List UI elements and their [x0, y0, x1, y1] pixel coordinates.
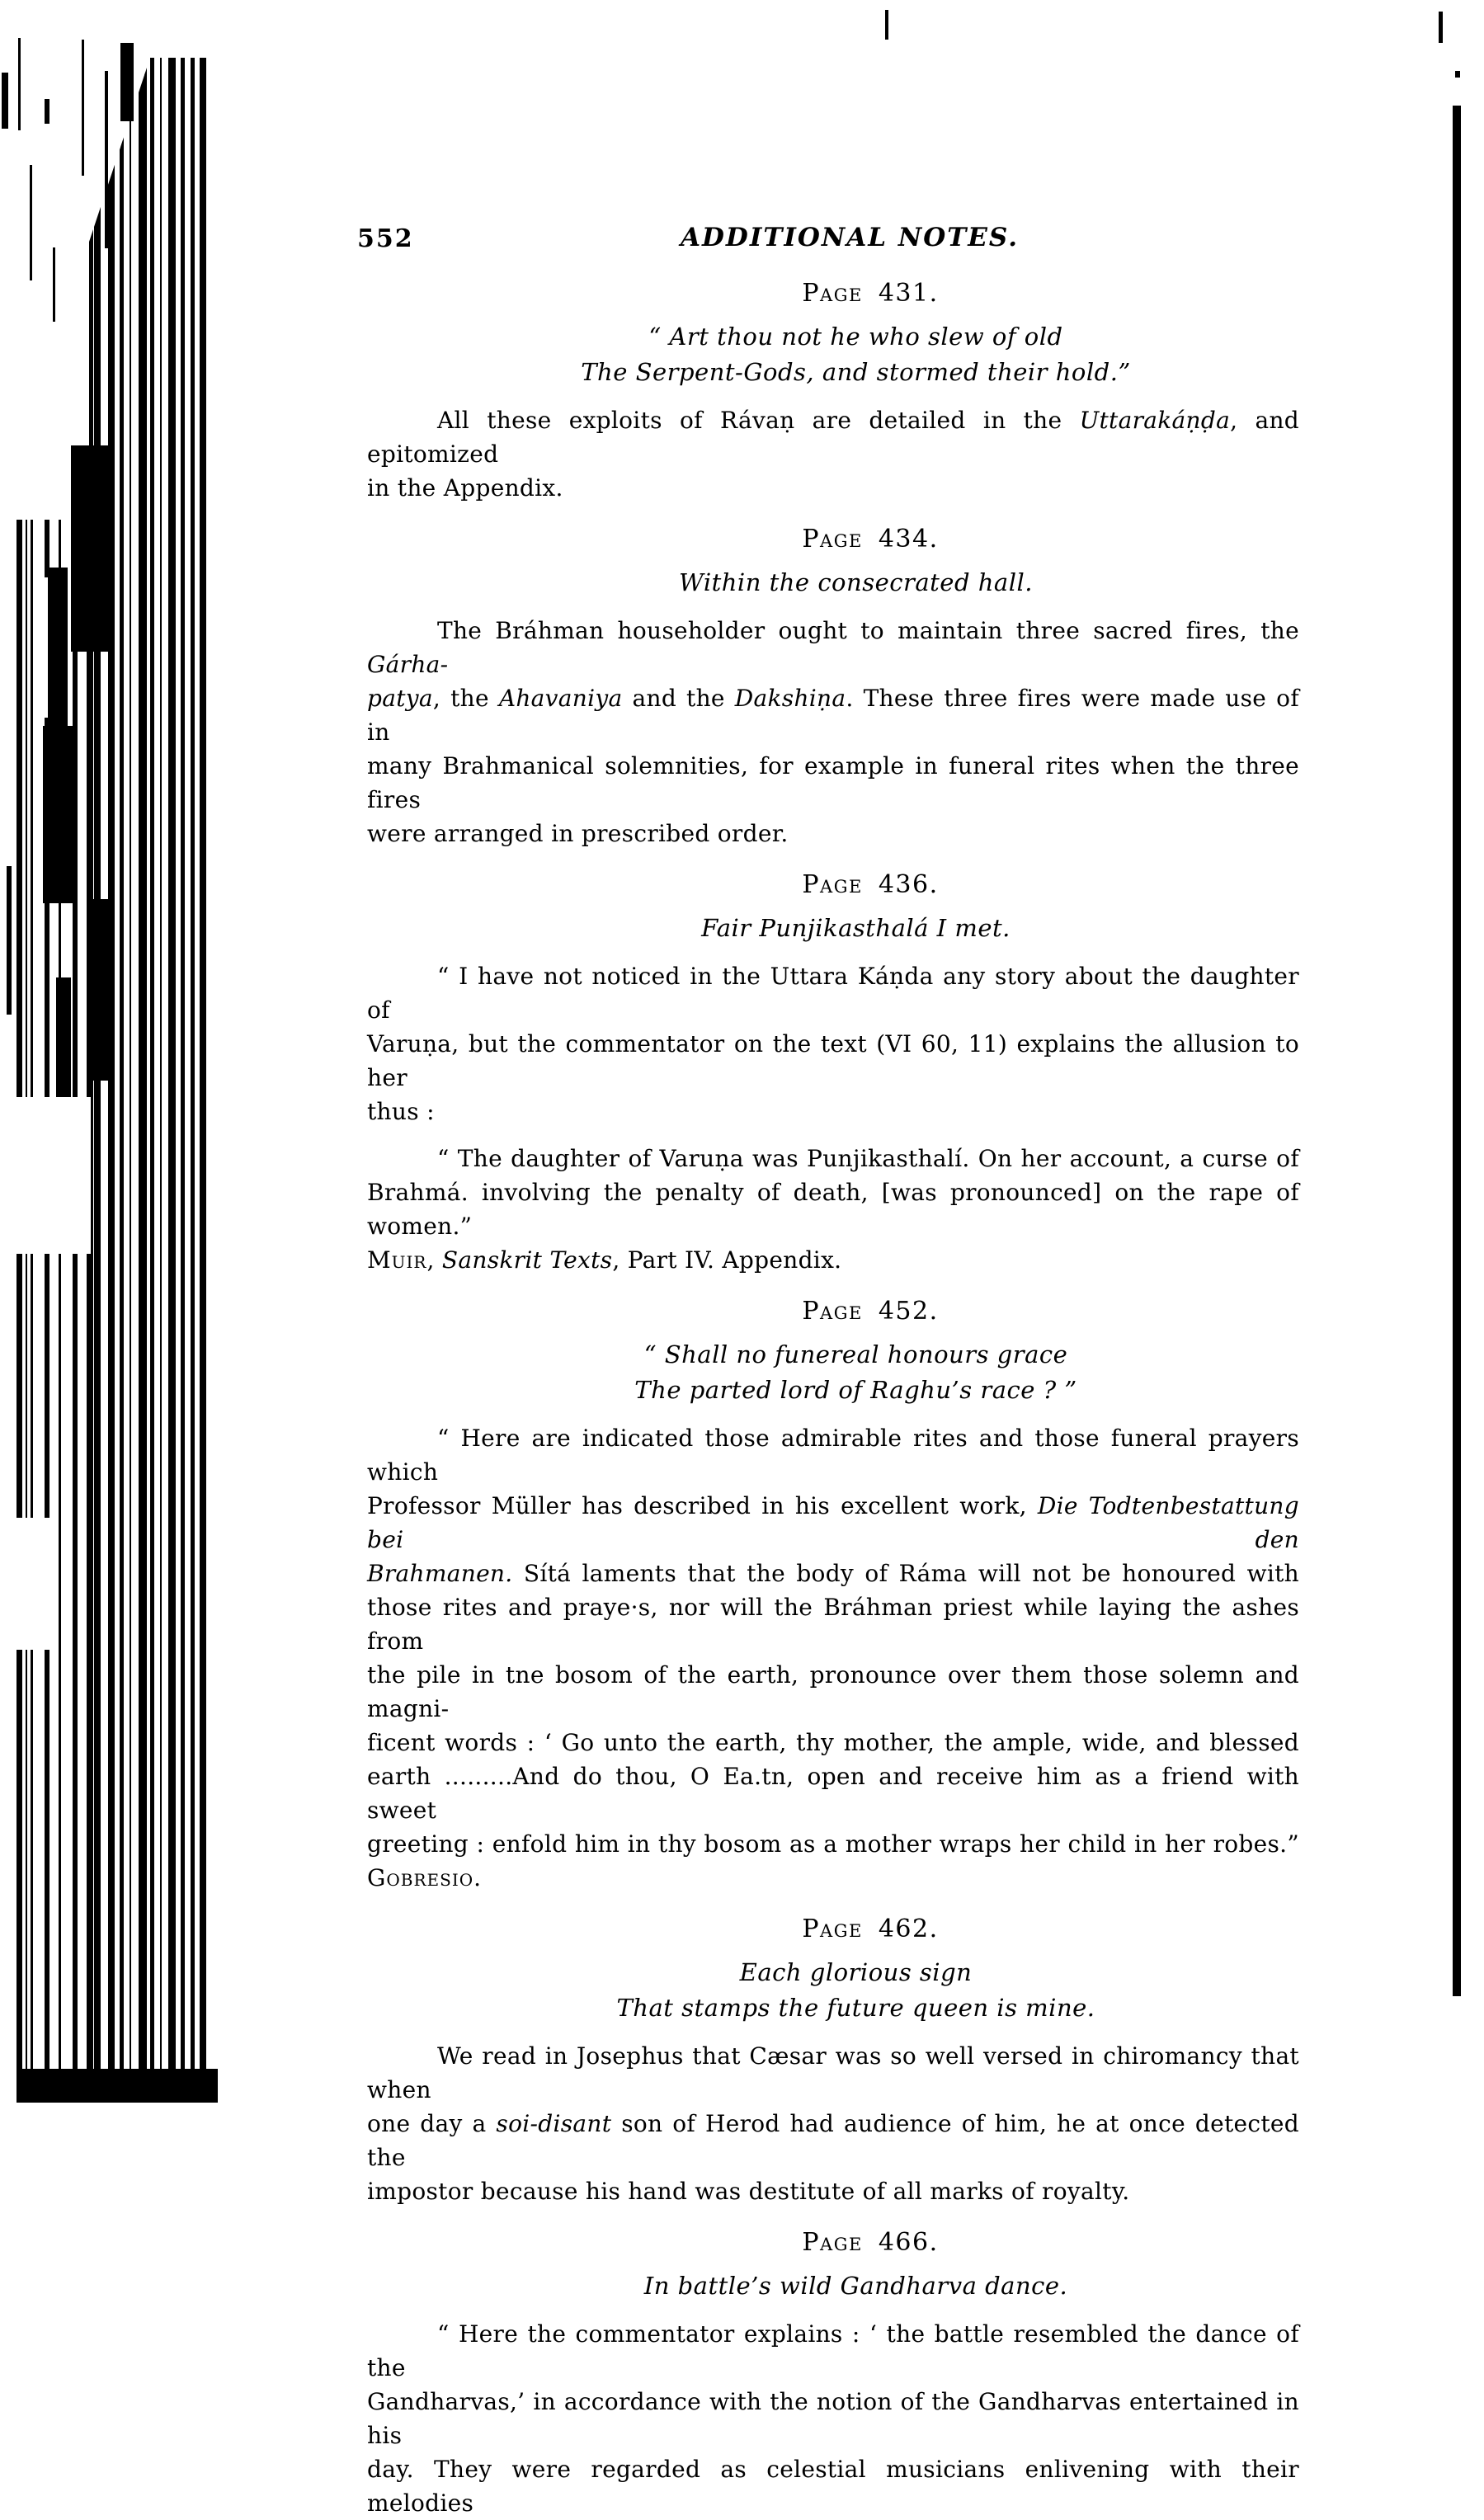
- scan-stroke: [7, 866, 12, 1015]
- verse-line: The parted lord of Raghu’s race ? ”: [634, 1376, 1077, 1404]
- verse-quote: [367, 565, 1299, 601]
- text-line: Muir, Sanskrit Texts, Part IV. Appendix.: [367, 1246, 842, 1274]
- note-page-heading: Page 431.: [802, 279, 939, 308]
- scan-gap: [0, 1518, 58, 1650]
- text-line: many Brahmanical solemnities, for example in funeral rites when the three fires: [367, 752, 1299, 813]
- paragraph: [367, 959, 1299, 1128]
- text-line: patya, the Ahavaniya and the Dakshiṇa. These three fires were made use of in: [367, 685, 1299, 746]
- text-line: Brahmá. involving the penalty of death, [was pronounced] on the rape of women.”: [367, 1179, 1299, 1240]
- paragraph: [367, 614, 1299, 850]
- paragraph: [367, 403, 1299, 505]
- text-line: All these exploits of Rávaṇ are detailed in the Uttarakáṇḍa, and epitomized: [367, 407, 1300, 468]
- text-line: Professor Müller has described in his excellent work, Die Todtenbestattung bei den: [367, 1492, 1299, 1553]
- page-header: [357, 223, 1299, 259]
- text-line: The Bráhman householder ought to maintain three sacred fires, the Gárha-: [367, 617, 1299, 678]
- note-section: [367, 870, 1299, 1277]
- text-line: Gandharvas,’ in accordance with the notion of the Gandharvas entertained in his: [367, 2388, 1299, 2449]
- text-line: “ The daughter of Varuṇa was Punjikasthalí. On her account, a curse of: [437, 1145, 1299, 1172]
- note-page-heading: Page 436.: [802, 870, 939, 899]
- right-page-edge-line: [1453, 106, 1461, 1996]
- verse-line: Within the consecrated hall.: [679, 568, 1033, 596]
- scan-stroke: [120, 43, 134, 121]
- page-text-block: [357, 223, 1300, 2520]
- verse-quote: [367, 319, 1299, 390]
- paragraph: [367, 1421, 1299, 1895]
- text-line: “ Here the commentator explains : ‘ the battle resembled the dance of the: [367, 2320, 1299, 2381]
- scan-stroke: [2, 73, 8, 129]
- note-section: [367, 1915, 1299, 2208]
- running-title: ADDITIONAL NOTES.: [681, 223, 1019, 252]
- text-line: in the Appendix.: [367, 474, 563, 502]
- text-line: Gobresio.: [367, 1864, 483, 1891]
- text-line: greeting : enfold him in thy bosom as a mother wraps her child in her robes.”: [367, 1830, 1299, 1858]
- text-line: thus :: [367, 1098, 435, 1125]
- note-section: [367, 525, 1299, 850]
- verse-line: The Serpent-Gods, and stormed their hold.”: [581, 358, 1131, 386]
- page-number: 552: [357, 224, 414, 253]
- text-line: “ Here are indicated those admirable rites and those funeral prayers which: [367, 1425, 1299, 1486]
- top-center-tick: [885, 10, 888, 40]
- text-line: We read in Josephus that Cæsar was so well versed in chiromancy that when: [367, 2042, 1299, 2103]
- scan-block: [71, 445, 111, 652]
- verse-line: Fair Punjikasthalá I met.: [701, 914, 1011, 942]
- note-page-heading: Page 434.: [802, 525, 939, 553]
- verse-quote: [367, 1955, 1299, 2026]
- top-right-tick: [1439, 12, 1443, 43]
- scan-block: [91, 899, 114, 1081]
- text-line: Varuṇa, but the commentator on the text (VI 60, 11) explains the allusion to her: [367, 1030, 1299, 1091]
- scan-gap: [38, 577, 48, 718]
- note-section: [367, 1297, 1299, 1895]
- scan-stroke: [18, 38, 21, 130]
- scan-stroke: [82, 40, 84, 176]
- note-page-heading: Page 452.: [802, 1297, 939, 1326]
- text-line: the pile in tne bosom of the earth, pronounce over them those solemn and magni-: [367, 1661, 1299, 1722]
- paragraph: [367, 2317, 1299, 2520]
- paragraph: [367, 1142, 1299, 1277]
- right-edge-dot: [1455, 71, 1460, 78]
- scan-block: [43, 726, 76, 903]
- text-line: ficent words : ‘ Go unto the earth, thy mother, the ample, wide, and blessed: [367, 1729, 1299, 1756]
- note-page-heading: Page 462.: [802, 1915, 939, 1943]
- verse-line: That stamps the future queen is mine.: [616, 1994, 1095, 2022]
- scan-stroke: [30, 165, 32, 280]
- text-line: were arranged in prescribed order.: [367, 820, 789, 847]
- note-page-heading: Page 466.: [802, 2228, 939, 2257]
- verse-quote: [367, 911, 1299, 946]
- verse-line: “ Art thou not he who slew of old: [648, 323, 1063, 351]
- scan-stroke: [105, 71, 108, 248]
- text-line: day. They were regarded as celestial musicians enlivening with their melodies: [367, 2456, 1299, 2517]
- scan-stroke: [45, 99, 49, 124]
- text-line: impostor because his hand was destitute of all marks of royalty.: [367, 2178, 1130, 2205]
- scan-block: [20, 2069, 218, 2103]
- verse-line: Each glorious sign: [739, 1958, 973, 1986]
- paragraph: [367, 2039, 1299, 2208]
- verse-line: In battle’s wild Gandharva dance.: [643, 2272, 1068, 2300]
- verse-line: “ Shall no funereal honours grace: [643, 1340, 1068, 1368]
- verse-quote: [367, 1337, 1299, 1408]
- text-line: “ I have not noticed in the Uttara Káṇda any story about the daughter of: [367, 963, 1299, 1024]
- note-section: [367, 279, 1299, 505]
- text-line: one day a soi-disant son of Herod had audience of him, he at once detected the: [367, 2110, 1300, 2171]
- text-line: those rites and praye·s, nor will the Bráhman priest while laying the ashes from: [367, 1594, 1299, 1655]
- verse-quote: [367, 2268, 1299, 2304]
- scan-gap: [0, 1097, 91, 1254]
- scan-stroke: [53, 247, 55, 322]
- text-line: earth .........And do thou, O Ea.tn, open and receive him as a friend with sweet: [367, 1763, 1299, 1824]
- text-line: Brahmanen. Sítá laments that the body of Ráma will not be honoured with: [367, 1560, 1299, 1587]
- notes-sections: [367, 279, 1299, 2520]
- note-section: [367, 2228, 1299, 2520]
